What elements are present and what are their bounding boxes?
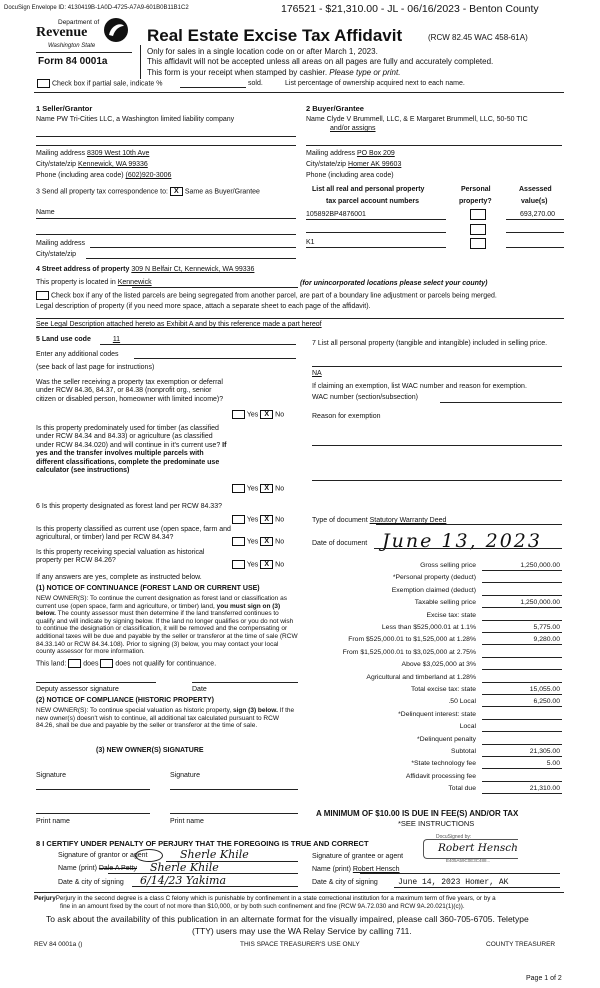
grantee-date-label: Date & city of signing (312, 879, 378, 886)
tax-row-value[interactable]: 1,250,000.00 (520, 599, 560, 607)
s6-q1-yes: Yes (246, 516, 259, 524)
does-not-label: does not qualify for continuance. (115, 660, 217, 668)
seller-name[interactable]: PW Tri-Cities LLC, a Washington limited liability company (56, 116, 235, 123)
property-address[interactable]: 309 N Belfair Ct, Kennewick, WA 99336 (131, 266, 255, 273)
doc-type[interactable]: Statutory Warranty Deed (369, 517, 447, 524)
s6-n2b: sign (3) below. (233, 707, 278, 714)
parcel-header-3: Assessed (519, 186, 552, 193)
segregated-label: Check box if any of the listed parcels are being segregated from another parcel, are part of a boundary line adjustment or parcels being merged. (50, 292, 497, 300)
s6-n2a: NEW OWNER(S): To continue special valuation as historic property, (36, 707, 233, 714)
s6-q1-no: No (275, 516, 285, 524)
tax-row-value[interactable]: 1,250,000.00 (520, 562, 560, 569)
seller-city[interactable]: Kennewick, WA 99336 (78, 161, 148, 168)
s5-q2a: Is this property predominately used for timber (as classified under RCW 84.34 and 84.33) or agriculture (as classified under RCW 84.34.020) and will continue in it's current use? (36, 425, 223, 449)
recording-stamp: 176521 - $21,310.00 - JL - 06/16/2023 - Benton County (281, 3, 539, 15)
personal-property-checkbox-1[interactable] (470, 209, 486, 220)
docusigned-by: DocuSigned by: (436, 834, 472, 840)
grantor-name[interactable]: Sherle Khile (150, 861, 219, 874)
tax-row-value[interactable]: 5,775.00 (533, 624, 560, 631)
property-location[interactable]: Kennewick (117, 279, 152, 286)
parcel-header-1: List all real and personal property (312, 186, 425, 193)
s4-loc-label: This property is located in (36, 279, 116, 286)
parcel-header-3b: value(s) (521, 198, 548, 205)
tax-row-label: *Personal property (deduct) (392, 574, 476, 582)
new-owner-print-label-2: Print name (170, 818, 204, 825)
header-note-2: This affidavit will not be accepted unless all areas on all pages are fully and accurately completed. (147, 57, 494, 66)
grantor-date-label: Date & city of signing (58, 879, 124, 886)
s5-q1-yes: Yes (246, 411, 259, 419)
does-label: does (83, 660, 99, 668)
perjury-text-a: Perjury in the second degree is a class C felony which is punishable by confinement in a state correctional institution for a maximum term of five years, or by a (55, 895, 496, 902)
personal-property-checkbox-2[interactable] (470, 224, 486, 235)
s6-n1a: NEW OWNER(S): To continue the current designation as forest land or classification as current use (open space, farm and agriculture, or timber) land, (36, 595, 287, 610)
s5-q1-no-checkbox[interactable]: X (260, 410, 273, 419)
buyer-phone-label: Phone (including area code) (306, 172, 394, 179)
docusign-envelope-id: DocuSign Envelope ID: 4130419B-1A0D-4725-A7A9-601B0B11B1C2 (4, 5, 189, 11)
tax-row-label: Total due (448, 785, 476, 793)
tax-row-label: Local (459, 723, 476, 731)
does-checkbox[interactable] (68, 659, 81, 668)
form-rev: REV 84 0001a () (34, 941, 83, 948)
grantee-date-city[interactable]: June 14, 2023 Homer, AK (398, 878, 509, 887)
tax-row-value[interactable]: 21,305.00 (529, 748, 560, 755)
alt-format-text: To ask about the availability of this publication in an alternate format for the visually impaired, please call 360-705-6705. Teletype (46, 914, 529, 924)
grantor-name-label: Name (print) (58, 865, 97, 872)
s4-label: 4 Street address of property (36, 266, 130, 273)
s6-q3: Is this property receiving special valuation as historical property per RCW 84.26? (36, 549, 205, 565)
tax-row-label: Total excise tax: state (411, 686, 476, 693)
tax-row-value[interactable]: 21,310.00 (529, 785, 560, 793)
s5-q1-yes-checkbox[interactable] (232, 410, 245, 419)
ownership-note: List percentage of ownership acquired next to each name. (285, 80, 465, 87)
page-number: Page 1 of 2 (526, 975, 562, 982)
docusign-id: E405A59C0E3C488... (446, 858, 491, 863)
personal-property-list[interactable]: NA (312, 370, 322, 377)
tax-row-label: From $525,000.01 to $1,525,000 at 1.28% (348, 636, 476, 644)
seller-addr-label: Mailing address (36, 150, 86, 157)
partial-sale-label: Check box if partial sale, indicate % (51, 80, 163, 88)
s6-q1-no-checkbox[interactable]: X (260, 515, 273, 524)
deputy-signature-label: Deputy assessor signature (36, 686, 119, 693)
washington-state: Washington State (48, 43, 96, 49)
s6-q2-no-checkbox[interactable]: X (260, 537, 273, 546)
s5-q2-no-checkbox[interactable]: X (260, 484, 273, 493)
parcel-number-2[interactable]: K1 (306, 239, 315, 246)
parcel-number-1[interactable]: 105892BP4876001 (306, 211, 366, 218)
s5-q2-yes-checkbox[interactable] (232, 484, 245, 493)
header-note-1: Only for sales in a single location code on or after March 1, 2023. (147, 47, 378, 56)
s6-q3-no-checkbox[interactable]: X (260, 560, 273, 569)
minimum-due: A MINIMUM OF $10.00 IS DUE IN FEE(S) AND/OR TAX (316, 809, 519, 818)
buyer-name[interactable]: Clyde V Brummell, LLC, & E Margaret Brummell, LLC, 50-50 TIC (326, 116, 528, 123)
s5-see: (see back of last page for instructions) (36, 364, 155, 371)
buyer-name-2[interactable]: and/or assigns (330, 125, 376, 132)
tax-row-label: *State technology fee (411, 760, 476, 768)
form-number: Form 84 0001a (38, 56, 108, 67)
s5-q1: Was the seller receiving a property tax exemption or deferral under RCW 84.36, 84.37, or 84.38 (nonprofit org., senior citizen or disabled person, homeowner with limited income)? (36, 379, 224, 403)
form-citation: (RCW 82.45 WAC 458-61A) (428, 33, 528, 42)
doc-type-label: Type of document (312, 517, 368, 524)
doc-date-label: Date of document (312, 540, 368, 547)
buyer-title: 2 Buyer/Grantee (306, 104, 364, 113)
tax-row-label: Subtotal (451, 748, 476, 755)
s6-q1: 6 Is this property designated as forest land per RCW 84.33? (36, 503, 222, 510)
new-owner-signature-label: Signature (36, 772, 66, 779)
grantee-name[interactable]: Robert Hensch (352, 866, 400, 873)
header-note-3b: Please type or print. (329, 68, 401, 77)
tax-row-label: Less than $525,000.01 at 1.1% (381, 624, 476, 631)
treasurer-use: THIS SPACE TREASURER'S USE ONLY (240, 941, 360, 948)
revenue-logo-text: Revenue (36, 25, 88, 40)
tax-row-label: Excise tax: state (426, 611, 476, 619)
new-owner-signature-label-2: Signature (170, 772, 200, 779)
tax-row-label: .50 Local (448, 698, 476, 706)
s5-q1-no: No (275, 411, 285, 419)
s5-label: 5 Land use code (36, 336, 91, 343)
legal-desc-label: Legal description of property (if you need more space, attach a separate sheet to each page of the affidavit). (36, 303, 371, 310)
unincorporated-note: (for unincorporated locations please select your county) (300, 280, 488, 287)
this-land-label: This land: (36, 660, 67, 668)
buyer-address[interactable]: PO Box 209 (356, 150, 395, 157)
county-treasurer: COUNTY TREASURER (486, 941, 556, 948)
s6-q2-no: No (275, 538, 285, 546)
s6-n3-title: (3) NEW OWNER(S) SIGNATURE (96, 747, 204, 754)
personal-property-checkbox-3[interactable] (470, 238, 486, 249)
tax-row-value[interactable]: 15,055.00 (529, 686, 560, 693)
s6-ifany: If any answers are yes, complete as instructed below. (36, 574, 202, 581)
buyer-city[interactable]: Homer AK 99603 (348, 161, 402, 168)
s6-q3-yes: Yes (246, 561, 259, 569)
grantor-signature[interactable]: Sherle Khile (180, 848, 249, 861)
s6-n1b: you must sign on (3) below. (36, 602, 281, 618)
s5-q2-no: No (275, 485, 285, 493)
grantor-name-struck: Dale A Petty (98, 865, 137, 872)
s6-q2: Is this property classified as current use (open space, farm and agricultural, or timber) land per RCW 84.34? (36, 526, 231, 542)
seller-address[interactable]: 8309 West 10th Ave (86, 150, 150, 157)
deputy-date-label: Date (192, 686, 207, 693)
tax-row-label: Gross selling price (420, 562, 476, 569)
parcel-header-2b: property? (459, 198, 492, 205)
s3-mail-label: Mailing address (36, 240, 86, 247)
s6-q1-yes-checkbox[interactable] (232, 515, 245, 524)
grantor-sig-label: Signature of grantor or agent (58, 852, 148, 859)
tax-row-label: *Delinquent penalty (417, 735, 476, 743)
s7-b: If claiming an exemption, list WAC number and reason for exemption. (312, 383, 527, 390)
s6-n1c: The county assessor must then determine if the land transferred continues to qualify and will indicate by signing below. If the land no longer qualifies or you do not wish to continue the designation or classification, it will be removed and the compensating or additional taxes will be due and payable by the seller or transferor at the time of sale (RCW 84.33.140 or RCW 84.34.108). Prior to signing (3) below, you may contact your local county assessor for more information. (36, 610, 298, 656)
dept-of: Department of (58, 19, 100, 26)
s6-q2-yes: Yes (246, 538, 259, 546)
tax-row-value[interactable]: 6,250.00 (533, 698, 560, 706)
segregated-checkbox[interactable] (36, 291, 49, 300)
tax-row-label: Exemption claimed (deduct) (391, 586, 476, 594)
s8-title: 8 I CERTIFY UNDER PENALTY OF PERJURY THAT THE FOREGOING IS TRUE AND CORRECT (36, 839, 369, 848)
tax-row-value[interactable]: 5.00 (546, 760, 560, 768)
parcel-header-2: Personal (461, 186, 491, 193)
tax-row-label: Above $3,025,000 at 3% (401, 661, 476, 669)
buyer-city-label: City/state/zip (306, 161, 347, 168)
grantee-name-label: Name (print) (312, 866, 351, 873)
land-use-code[interactable]: 11 (112, 336, 121, 343)
grantee-signature[interactable]: Robert Hensch (438, 842, 518, 854)
form-title: Real Estate Excise Tax Affidavit (147, 26, 403, 45)
tax-row-label: Agricultural and timberland at 1.28% (366, 673, 476, 681)
see-instructions: *SEE INSTRUCTIONS (398, 819, 475, 828)
s5-q2b: If yes and the transfer involves multiple parcels with different classifications, complete the predominate use calculator (see instructions) (36, 441, 227, 474)
s7-a: 7 List all personal property (tangible and intangible) included in selling price. (312, 340, 548, 347)
s6-q2-yes-checkbox[interactable] (232, 537, 245, 546)
wac-label: WAC number (section/subsection) (312, 394, 418, 401)
seller-name-label: Name (36, 116, 55, 123)
partial-sale-checkbox[interactable] (37, 79, 50, 88)
same-as-buyer-checkbox[interactable]: X (170, 187, 183, 196)
tax-row-label: Affidavit processing fee (405, 772, 476, 780)
grantee-sig-label: Signature of grantee or agent (312, 853, 404, 860)
s3-city-label: City/state/zip (36, 251, 77, 258)
new-owner-print-label: Print name (36, 818, 70, 825)
reason-label: Reason for exemption (312, 413, 381, 420)
seller-phone[interactable]: (602)920-3006 (125, 172, 172, 179)
s6-q3-yes-checkbox[interactable] (232, 560, 245, 569)
tax-row-label: Taxable selling price (414, 599, 476, 607)
assessed-value-1[interactable]: 693,270.00 (520, 211, 556, 218)
buyer-name-label: Name (306, 116, 325, 123)
perjury-text-b: fine in an amount fixed by the court of not more than $10,000, or by both such confinement and fine (RCW 9A.72.030 and RCW 9A.20.021(1)(c)). (60, 903, 465, 910)
tax-row-value[interactable]: 9,280.00 (533, 636, 560, 644)
partial-sold: sold. (248, 80, 263, 87)
seller-phone-label: Phone (including area code) (36, 172, 124, 179)
buyer-addr-label: Mailing address (306, 150, 356, 157)
does-not-checkbox[interactable] (100, 659, 113, 668)
tty-text: (TTY) users may use the WA Relay Service by calling 711. (192, 926, 412, 936)
header-note-3: This form is your receipt when stamped by cashier. (147, 68, 330, 77)
tax-row-label: *Delinquent interest: state (398, 710, 476, 718)
additional-codes-label: Enter any additional codes (36, 351, 119, 358)
legal-desc[interactable]: See Legal Description attached hereto as Exhibit A and by this reference made a part hereof (36, 321, 322, 328)
seller-city-label: City/state/zip (36, 161, 77, 168)
tax-row-label: From $1,525,000.01 to $3,025,000 at 2.75% (342, 648, 476, 656)
s3-text: 3 Send all property tax correspondence to: (36, 188, 168, 196)
seller-title: 1 Seller/Grantor (36, 104, 93, 113)
s6-n2c: If the new owner(s) doesn't wish to continue, all additional tax calculated pursuant to RCW 84.26, shall be due and payable by the seller or transferor at the time of sale. (36, 707, 295, 730)
s3-same: Same as Buyer/Grantee (184, 188, 260, 196)
doc-date[interactable]: June 13, 2023 (382, 530, 542, 552)
s6-n1-title: (1) NOTICE OF CONTINUANCE (FOREST LAND OR CURRENT USE) (36, 585, 260, 592)
s6-n2-title: (2) NOTICE OF COMPLIANCE (HISTORIC PROPERTY) (36, 697, 214, 704)
s6-q3-no: No (275, 561, 285, 569)
grantor-date-city[interactable]: 6/14/23 Yakima (140, 874, 227, 887)
s5-q2-yes: Yes (246, 485, 259, 493)
revenue-logo-icon (103, 17, 129, 43)
s3-name-label: Name (36, 209, 55, 216)
parcel-header-1b: tax parcel account numbers (326, 198, 419, 205)
